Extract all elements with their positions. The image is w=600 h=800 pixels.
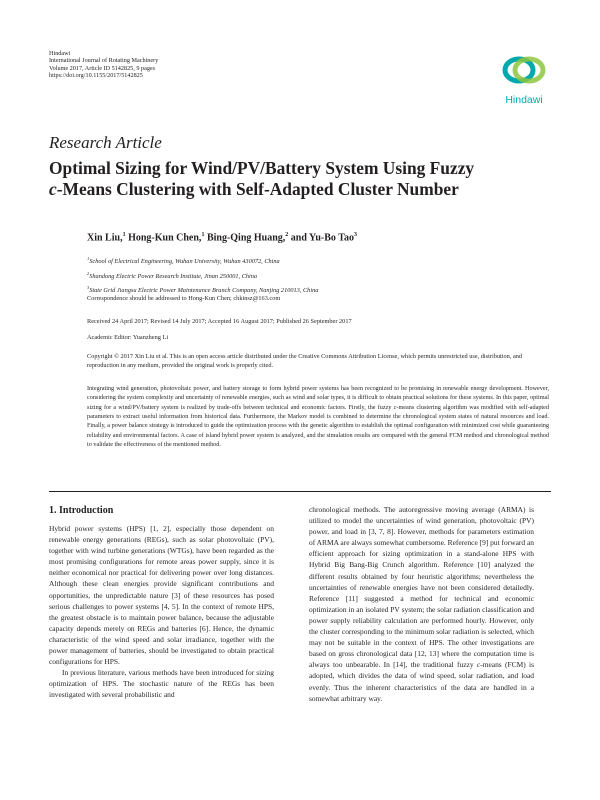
affiliation-item: $^2$Shandong Electric Power Research Institute, Jinan 250001, China [87, 270, 258, 280]
affiliation-item: $^3$State Grid Jiangsu Electric Power Maintenance Branch Company, Nanjing 210013, China [87, 285, 319, 295]
article-type: Research Article [49, 133, 162, 152]
author-name: Xin Liu, [87, 232, 123, 244]
journal-meta [49, 50, 158, 80]
article-title [49, 158, 519, 200]
body-column-right [309, 504, 534, 704]
publisher-name: Hindawi [49, 50, 71, 57]
author-list [87, 232, 357, 243]
author-name: Bing-Qing Huang, [206, 232, 286, 244]
logo-wordmark: Hindawi [505, 94, 543, 106]
title-line-1: Optimal Sizing for Wind/PV/Battery System Using Fuzzy [49, 158, 475, 178]
title-italic-c: c [49, 179, 57, 199]
copyright-notice: Copyright © 2017 Xin Liu et al. This is an open access article distributed under the Creative Commons Attribution License, which permits unrestricted use, distribution, and reproduction in any medium, provided the original work is properly cited. [87, 353, 523, 370]
paragraph: Hybrid power systems (HPS) [1, 2], especially those dependent on renewable energy generations (REGs), such as solar photovoltaic (PV), together with wind turbine generations (WTGs), have been regarded as the most promising configurations for remote areas power supply, since it is neither economical nor practical for delivering power over long distances. Although these clean energies provide significant contributions and opportunities, the unpredictable nature [3] of these resources has posed serious challenges to power systems [4, 5]. In the context of remote HPS, the greatest obstacle is to maintain power balance, because the adjustable capacity depends merely on REGs and batteries [6]. Hence, the dynamic characteristic of the wind speed and solar irradiance, together with the power management of batteries, should be investigated to obtain practical configurations for HPS. [49, 524, 274, 667]
abstract: Integrating wind generation, photovoltaic power, and battery storage to form hybrid power systems has been recognized to be promising in renewable energy development. However, considering the system complexity and uncertainty of renewable energies, such as wind and solar types, it is difficult to obtain practical solutions for these systems. In this paper, optimal sizing for a wind/PV/battery system is realized by trade-offs between technical and economic factors. Firstly, the fuzzy c-means clustering algorithm was modified with self-adapted parameters to extract useful information from historical data. Furthermore, the Markov model is combined to determine the chronological system states of natural resources and load. Finally, a power balance strategy is introduced to guide the optimization process with the genetic algorithm to establish the optimal configuration with minimized cost while guaranteeing reliability and environmental factors. A case of island hybrid power system is analyzed, and the simulation results are compared with the general FCM method and chronological method to validate the effectiveness of the mentioned method. [87, 385, 549, 449]
section-divider [49, 491, 551, 492]
author-affil-mark: 2 [285, 232, 289, 238]
author-name: and Yu-Bo Tao [290, 232, 354, 244]
affiliation-list [87, 253, 318, 297]
paragraph: In previous literature, various methods have been introduced for sizing optimization of HPS. The stochastic nature of the REGs has been investigated with several probabilistic and [49, 668, 274, 700]
author-name: Hong-Kun Chen, [128, 232, 202, 244]
author-affil-mark: 3 [354, 232, 357, 238]
volume-info: Volume 2017, Article ID 5142825, 9 pages [49, 64, 156, 72]
journal-name: International Journal of Rotating Machinery [49, 57, 159, 65]
title-line-2: -Means Clustering with Self-Adapted Cluster Number [56, 179, 459, 199]
doi-link[interactable]: https://doi.org/10.1155/2017/5142825 [49, 72, 143, 80]
academic-editor: Academic Editor: Yuanzheng Li [87, 334, 169, 341]
section-heading: 1. Introduction [49, 505, 114, 516]
article-dates: Received 24 April 2017; Revised 14 July 2017; Accepted 16 August 2017; Published 26 September 2017 [87, 318, 352, 325]
paragraph: chronological methods. The autoregressive moving average (ARMA) is utilized to model the uncertainties of wind generation, photovoltaic (PV) power, and load in [3, 7, 8]. However, methods for parameters estimation of ARMA are always somewhat cumbersome. Reference [9] put forward an efficient approach for sizing optimization in a stand-alone HPS with Hybrid Big Bang-Big Crunch algorithm. Reference [10] analyzed the different results obtained by four heuristic algorithms; nevertheless the uncertainties of renewable energies have not been considered detailedly. Reference [11] suggested a method for technical and economic optimization in an isolated PV system; the solar radiation classification and power supply reliability calculation are performed hourly. However, only the cluster corresponding to the minimum solar radiation is selected, which may not be suitable in the context of HPS. The other investigations are based on gross chronological data [12, 13] where the computation time is always too unbearable. In [14], the traditional fuzzy c-means (FCM) is adopted, which divides the data of wind speed, solar radiation, and load evenly. Thus the inherent characteristics of the data are handled in a somewhat arbitrary way. [309, 505, 534, 703]
affiliation-item: $^1$School of Electrical Engineering, Wuhan University, Wuhan 430072, China [87, 256, 280, 266]
correspondence: Correspondence should be addressed to Hong-Kun Chen; chkinsz@163.com [87, 295, 281, 302]
body-column-left [49, 523, 274, 701]
author-affil-mark: 1 [122, 232, 126, 238]
author-affil-mark: 1 [201, 232, 205, 238]
